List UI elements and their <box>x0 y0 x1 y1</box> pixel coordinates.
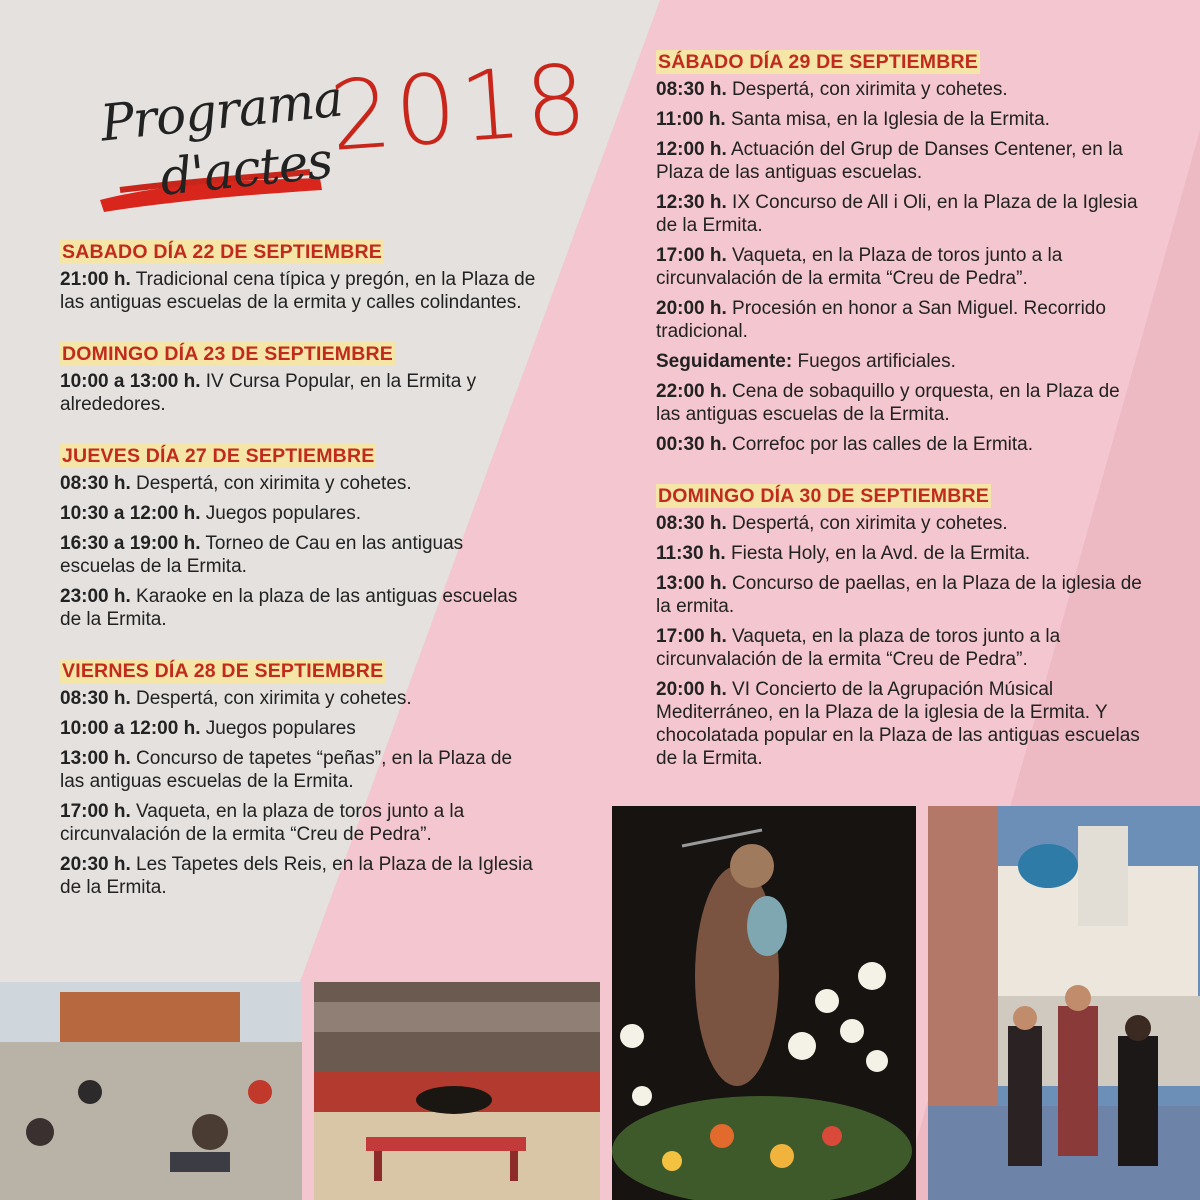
event-text: Fiesta Holy, en la Avd. de la Ermita. <box>731 543 1031 564</box>
program-title <box>60 30 594 220</box>
event-time: 08:30 h. <box>656 513 727 534</box>
event-item <box>656 678 1146 770</box>
photo-street-music <box>928 806 1200 1200</box>
day-block-29 <box>656 50 1146 456</box>
event-item <box>60 268 540 314</box>
event-time: 17:00 h. <box>60 801 131 822</box>
event-time: Seguidamente: <box>656 351 793 372</box>
schedule-column-right <box>656 50 1146 777</box>
event-text: Despertá, con xirimita y cohetes. <box>136 473 412 494</box>
event-time: 08:30 h. <box>60 473 131 494</box>
event-time: 17:00 h. <box>656 626 727 647</box>
title-line-2: d'actes <box>157 131 335 207</box>
event-time: 11:30 h. <box>656 543 726 564</box>
event-item <box>656 244 1146 290</box>
event-text: Karaoke en la plaza de las antiguas escuelas de la Ermita. <box>60 586 518 630</box>
event-time: 13:00 h. <box>656 573 727 594</box>
event-item <box>656 512 1146 535</box>
event-time: 16:30 a 19:00 h. <box>60 533 201 554</box>
event-text: Despertá, con xirimita y cohetes. <box>732 79 1008 100</box>
event-item <box>60 502 540 525</box>
day-heading: JUEVES DÍA 27 DE SEPTIEMBRE <box>62 445 375 467</box>
day-block-27 <box>60 444 540 631</box>
event-time: 22:00 h. <box>656 381 727 402</box>
event-text: Juegos populares. <box>205 503 362 524</box>
event-time: 08:30 h. <box>656 79 727 100</box>
event-text: Correfoc por las calles de la Ermita. <box>732 434 1033 455</box>
photo-procession-saint <box>612 806 916 1200</box>
event-item <box>656 78 1146 101</box>
event-item <box>656 297 1146 343</box>
event-time: 08:30 h. <box>60 688 131 709</box>
event-text: Despertá, con xirimita y cohetes. <box>136 688 412 709</box>
day-block-22 <box>60 240 540 314</box>
day-block-28 <box>60 659 540 899</box>
event-item <box>656 191 1146 237</box>
event-text: Juegos populares <box>205 718 356 739</box>
event-item <box>60 747 540 793</box>
event-time: 21:00 h. <box>60 269 131 290</box>
day-heading: DOMINGO DÍA 30 DE SEPTIEMBRE <box>658 485 990 507</box>
event-item <box>60 532 540 578</box>
event-text: Procesión en honor a San Miguel. Recorrido tradicional. <box>656 298 1106 342</box>
day-block-23 <box>60 342 540 416</box>
day-block-30 <box>656 484 1146 770</box>
event-text: Vaqueta, en la Plaza de toros junto a la circunvalación de la ermita “Creu de Pedra”. <box>656 245 1063 289</box>
event-item <box>60 472 540 495</box>
event-time: 20:00 h. <box>656 679 727 700</box>
event-item <box>60 585 540 631</box>
event-item <box>656 433 1146 456</box>
event-text: Fuegos artificiales. <box>797 351 956 372</box>
event-text: Vaqueta, en la plaza de toros junto a la circunvalación de la ermita “Creu de Pedra”. <box>60 801 465 845</box>
event-time: 10:30 a 12:00 h. <box>60 503 201 524</box>
title-year: 2018 <box>326 43 594 173</box>
event-time: 10:00 a 12:00 h. <box>60 718 201 739</box>
event-time: 12:30 h. <box>656 192 727 213</box>
event-item <box>60 800 540 846</box>
event-item <box>656 138 1146 184</box>
day-heading: SÁBADO DÍA 29 DE SEPTIEMBRE <box>658 51 978 73</box>
event-item <box>656 350 1146 373</box>
day-heading: DOMINGO DÍA 23 DE SEPTIEMBRE <box>62 343 394 365</box>
event-text: Torneo de Cau en las antiguas escuelas de la Ermita. <box>60 533 464 577</box>
day-heading: VIERNES DÍA 28 DE SEPTIEMBRE <box>62 660 384 682</box>
event-time: 10:00 a 13:00 h. <box>60 371 201 392</box>
event-time: 20:30 h. <box>60 854 131 875</box>
schedule-column-left <box>60 240 540 906</box>
event-item <box>60 717 540 740</box>
event-text: IX Concurso de All i Oli, en la Plaza de la Iglesia de la Ermita. <box>656 192 1138 236</box>
event-text: Tradicional cena típica y pregón, en la Plaza de las antiguas escuelas de la ermita y calles colindantes. <box>60 269 536 313</box>
event-time: 13:00 h. <box>60 748 131 769</box>
photo-bullring <box>314 982 600 1200</box>
event-text: Cena de sobaquillo y orquesta, en la Plaza de las antiguas escuelas de la Ermita. <box>656 381 1120 425</box>
event-text: Despertá, con xirimita y cohetes. <box>732 513 1008 534</box>
event-item <box>656 572 1146 618</box>
day-heading: SABADO DÍA 22 DE SEPTIEMBRE <box>62 241 382 263</box>
event-text: Concurso de paellas, en la Plaza de la iglesia de la ermita. <box>656 573 1142 617</box>
event-text: Actuación del Grup de Danses Centener, en la Plaza de las antiguas escuelas. <box>656 139 1123 183</box>
event-time: 17:00 h. <box>656 245 727 266</box>
event-text: Santa misa, en la Iglesia de la Ermita. <box>731 109 1050 130</box>
event-text: Concurso de tapetes “peñas”, en la Plaza de las antiguas escuelas de la Ermita. <box>60 748 513 792</box>
event-item <box>60 853 540 899</box>
event-item <box>656 625 1146 671</box>
event-time: 11:00 h. <box>656 109 726 130</box>
event-time: 12:00 h. <box>656 139 727 160</box>
event-item <box>656 108 1146 131</box>
event-text: IV Cursa Popular, en la Ermita y alrededores. <box>60 371 477 415</box>
event-item <box>656 542 1146 565</box>
event-item <box>60 687 540 710</box>
event-item <box>656 380 1146 426</box>
event-item <box>60 370 540 416</box>
event-time: 23:00 h. <box>60 586 131 607</box>
event-time: 00:30 h. <box>656 434 727 455</box>
event-text: Les Tapetes dels Reis, en la Plaza de la Iglesia de la Ermita. <box>60 854 533 898</box>
event-time: 20:00 h. <box>656 298 727 319</box>
title-line-1: Programa <box>97 69 345 153</box>
photo-kids-games <box>0 982 302 1200</box>
event-text: VI Concierto de la Agrupación Músical Mediterráneo, en la Plaza de la iglesia de la Ermita. Y chocolatada popular en la Plaza de las antiguas escuelas de la Ermita. <box>656 679 1140 769</box>
event-text: Vaqueta, en la plaza de toros junto a la circunvalación de la ermita “Creu de Pedra”. <box>656 626 1061 670</box>
